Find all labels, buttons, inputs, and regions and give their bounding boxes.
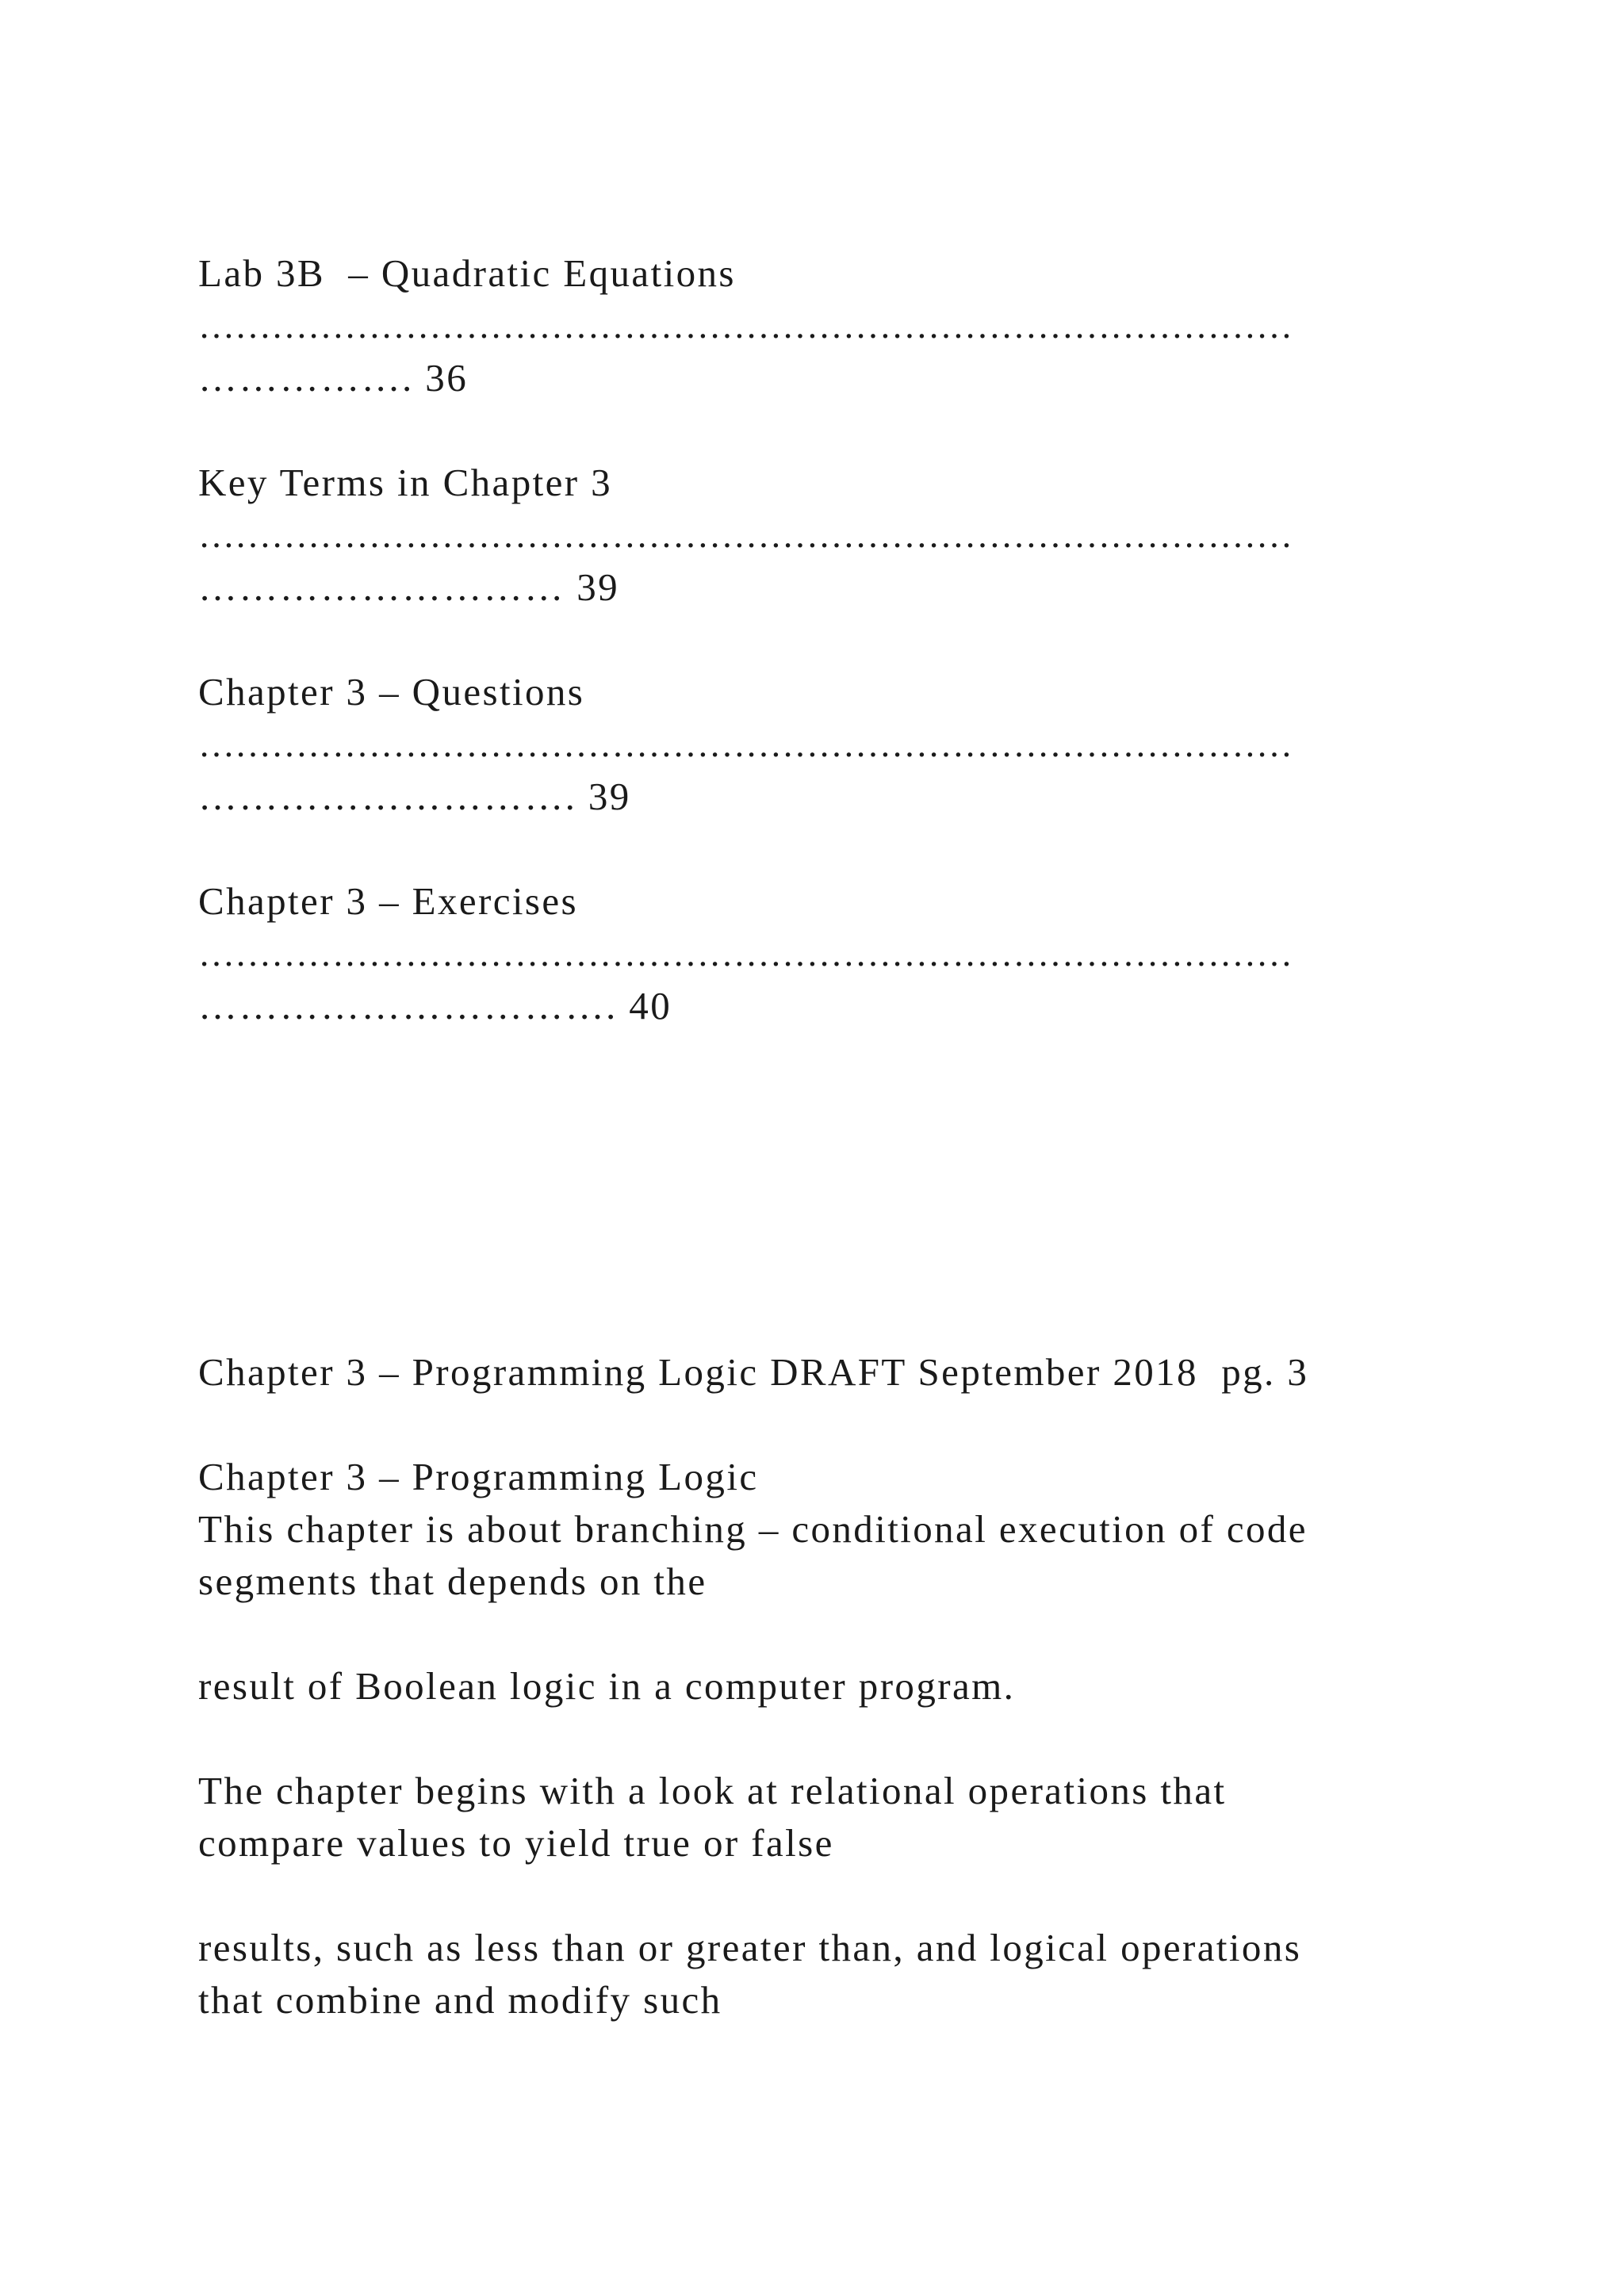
body-line: The chapter begins with a look at relational operations that [198, 1769, 1227, 1812]
body-line: compare values to yield true or false [198, 1821, 834, 1865]
toc-entry-leader: ……………………………………………………………………………… [198, 305, 1293, 346]
toc-entry-leader: ……………………………………………………………………………… [198, 724, 1293, 764]
toc-entry-page: ………………………. 39 [198, 775, 631, 818]
body-line: segments that depends on the [198, 1559, 707, 1603]
toc-entry-page: …………………………. 40 [198, 984, 672, 1027]
toc-entry-page: ……………. 36 [198, 356, 469, 400]
body-line: result of Boolean logic in a computer program. [198, 1664, 1016, 1708]
toc-entry-leader: ……………………………………………………………………………… [198, 515, 1293, 555]
toc-entry-title: Chapter 3 – Exercises [198, 879, 579, 923]
toc-entry-title: Lab 3B – Quadratic Equations [198, 251, 736, 295]
toc-entry-title: Key Terms in Chapter 3 [198, 461, 613, 504]
running-header: Chapter 3 – Programming Logic DRAFT September 2018 pg. 3 [198, 1350, 1309, 1394]
chapter-heading: Chapter 3 – Programming Logic [198, 1455, 759, 1498]
toc-entry-page: ……………………… 39 [198, 565, 620, 609]
body-line: results, such as less than or greater than, and logical operations [198, 1926, 1302, 1969]
body-line: that combine and modify such [198, 1978, 722, 2022]
body-line: This chapter is about branching – conditional execution of code [198, 1507, 1308, 1551]
toc-entry-leader: ……………………………………………………………………………… [198, 933, 1293, 974]
toc-entry-title: Chapter 3 – Questions [198, 670, 585, 714]
